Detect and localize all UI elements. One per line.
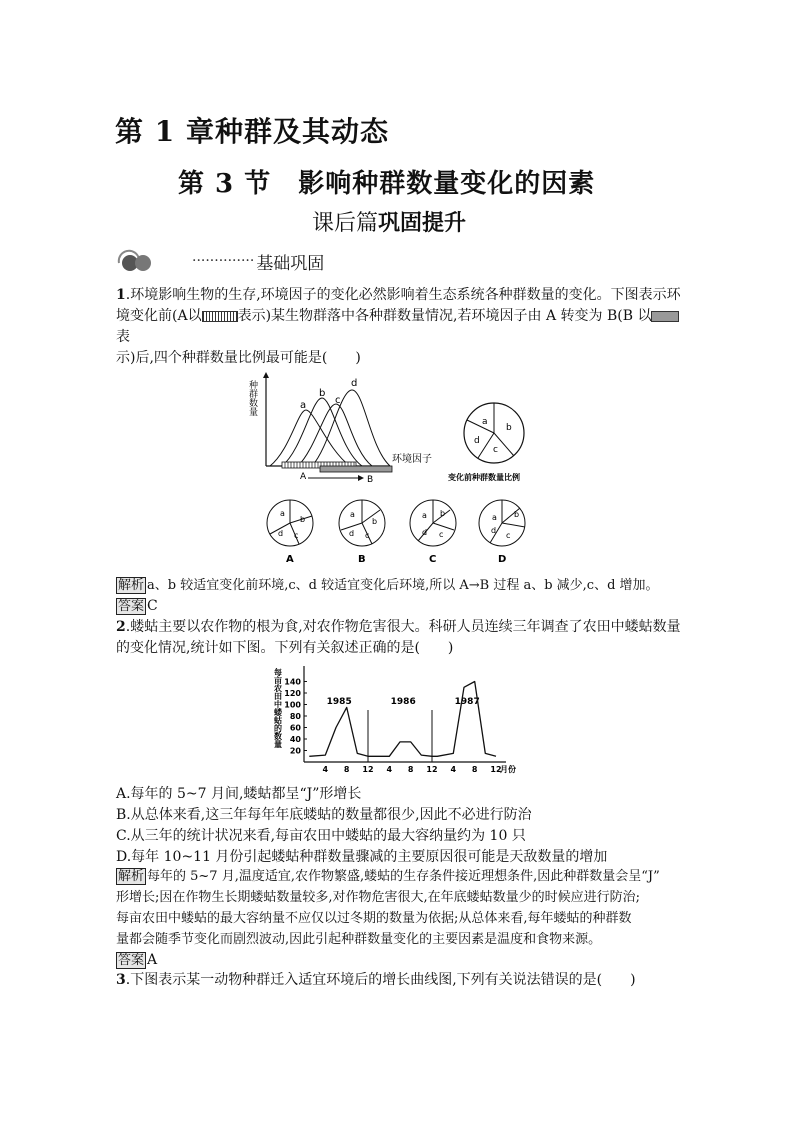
option-label-d: D xyxy=(498,554,507,565)
curve-c xyxy=(298,404,372,466)
q1-jiexi-tag: 解析 xyxy=(118,578,145,593)
chart-ytick-label: 80 xyxy=(289,712,301,721)
arrow-label-a: A xyxy=(300,472,307,482)
chart-ytick-label: 60 xyxy=(289,723,301,733)
svg-text:a: a xyxy=(422,511,427,520)
chart-ytick-label: 140 xyxy=(284,677,301,687)
curve-label-d: d xyxy=(351,378,358,389)
q2-answer-tag: 答案 xyxy=(118,953,145,968)
q2-chart xyxy=(270,662,530,780)
q1-line2c: 表 xyxy=(116,329,130,345)
svg-text:c: c xyxy=(294,531,299,540)
q2-option-a: A.每年的 5~7 月间,蝼蛄都呈“J”形增长 xyxy=(116,786,362,802)
q2-option-c: C.从三年的统计状况来看,每亩农田中蝼蛄的最大容纳量约为 10 只 xyxy=(116,828,526,844)
question-3 xyxy=(116,970,681,991)
svg-text:b: b xyxy=(372,517,378,526)
q2-explanation xyxy=(116,866,686,971)
chart-ytick-label: 100 xyxy=(284,700,301,710)
q1-line3: 示)后,四个种群数量比例最可能是( ) xyxy=(116,350,361,366)
before-pie-c: c xyxy=(493,445,498,455)
svg-text:b: b xyxy=(440,509,446,518)
option-pie-d xyxy=(479,500,525,546)
q2-jiexi-line3: 每亩农田中蝼蛄的最大容纳量不应仅以过冬期的数量为依据;从总体来看,每年蝼蛄的种群数 xyxy=(116,911,632,926)
q3-line1: .下图表示某一动物种群迁入适宜环境后的增长曲线图,下列有关说法错误的是( ) xyxy=(125,972,636,988)
option-pie-a xyxy=(267,500,313,546)
chart-year-label: 1985 xyxy=(326,697,352,707)
subtitle-bold: 巩固提升 xyxy=(378,211,467,236)
chart-ylabel: 每亩农田中蝼蛄的数量 xyxy=(273,668,283,748)
banner-dots: ·············· xyxy=(192,253,255,269)
question-2 xyxy=(116,617,681,659)
q3-number: 3 xyxy=(116,972,126,988)
q1-answer-tag: 答案 xyxy=(118,599,145,614)
q1-line1: .环境影响生物的生存,环境因子的变化必然影响着生态系统各种群数量的变化。下图表示环 xyxy=(125,287,681,303)
question-1 xyxy=(116,285,681,369)
q1-explanation xyxy=(116,575,696,617)
q2-line1: .蝼蛄主要以农作物的根为食,对农作物危害很大。科研人员连续三年调查了农田中蝼蛄数量 xyxy=(125,619,681,635)
q1-answer: C xyxy=(147,598,158,614)
gray-swatch-icon xyxy=(651,311,679,322)
chart-xtick-label: 8 xyxy=(407,765,414,774)
chart-series-line xyxy=(309,682,496,757)
svg-text:c: c xyxy=(506,531,511,540)
svg-text:d: d xyxy=(422,528,428,537)
option-pie-b xyxy=(339,500,385,546)
chart-x-unit: 月份 xyxy=(500,765,516,774)
chart-xtick-label: 12 xyxy=(362,765,374,774)
q2-answer: A xyxy=(147,952,158,968)
curve-label-b: b xyxy=(319,388,326,399)
chart-xtick-label: 12 xyxy=(490,765,502,774)
curve-label-a: a xyxy=(300,400,307,411)
curve-label-c: c xyxy=(335,395,341,406)
q1-figure xyxy=(240,370,560,570)
q2-number: 2 xyxy=(116,619,126,635)
chart-xtick-label: 4 xyxy=(450,765,457,774)
chart-year-label: 1986 xyxy=(390,697,416,707)
svg-text:a: a xyxy=(492,513,497,522)
before-pie-d: d xyxy=(474,436,480,446)
pie-caption: 变化前种群数量比例 xyxy=(448,473,520,482)
chapter-title: 第 1 章种群及其动态 xyxy=(115,115,389,148)
q1-number: 1 xyxy=(116,287,126,303)
chart-year-label: 1987 xyxy=(454,697,480,707)
section-title: 第 3 节 影响种群数量变化的因素 xyxy=(178,169,596,199)
q1-line2b: 表示)某生物群落中各种群数量情况,若环境因子由 A 转变为 B(B 以 xyxy=(237,308,652,324)
arrow-label-b: B xyxy=(367,475,374,485)
gray-bar xyxy=(320,466,392,472)
svg-text:a: a xyxy=(350,510,355,519)
svg-text:d: d xyxy=(278,529,284,538)
hatched-swatch-icon xyxy=(202,311,238,322)
svg-text:d: d xyxy=(491,526,497,535)
q2-jiexi-line4: 量都会随季节变化而剧烈波动,因此引起种群数量变化的主要因素是温度和食物来源。 xyxy=(116,932,602,947)
section-banner xyxy=(116,249,324,273)
option-label-a: A xyxy=(286,554,294,565)
q2-options xyxy=(116,784,681,868)
q2-option-d: D.每年 10~11 月份引起蝼蛄种群数量骤减的主要原因很可能是天敌数量的增加 xyxy=(116,849,608,865)
q2-option-b: B.从总体来看,这三年每年年底蝼蛄的数量都很少,因此不必进行防治 xyxy=(116,807,532,823)
q2-line2: 的变化情况,统计如下图。下列有关叙述正确的是( ) xyxy=(116,640,454,656)
svg-text:d: d xyxy=(349,529,355,538)
subtitle-prefix: 课后篇 xyxy=(312,211,379,236)
chart-xtick-label: 12 xyxy=(426,765,438,774)
option-label-c: C xyxy=(429,554,437,565)
curve-xlabel: 环境因子 xyxy=(392,454,432,465)
option-label-b: B xyxy=(358,554,366,565)
chart-xtick-label: 8 xyxy=(343,765,350,774)
subtitle xyxy=(312,206,466,237)
curve-ylabel: 种群数量 xyxy=(247,380,257,416)
q2-jiexi-line1: 每年的 5~7 月,温度适宜,农作物繁盛,蝼蛄的生存条件接近理想条件,因此种群数量会呈“J” xyxy=(147,869,660,884)
option-pie-c xyxy=(410,500,456,546)
banner-circles-icon xyxy=(116,249,156,273)
svg-text:a: a xyxy=(280,509,285,518)
chart-ytick-label: 120 xyxy=(284,689,301,698)
q1-line2a: 境变化前(A以 xyxy=(116,308,202,324)
chart-ytick-label: 40 xyxy=(289,735,301,744)
svg-text:b: b xyxy=(300,515,306,524)
curve-b xyxy=(282,398,362,466)
svg-text:c: c xyxy=(439,530,444,539)
chart-xtick-label: 8 xyxy=(471,765,478,774)
before-pie-a: a xyxy=(482,417,488,427)
svg-text:b: b xyxy=(514,510,520,519)
chart-xtick-label: 4 xyxy=(322,765,329,774)
banner-title: 基础巩固 xyxy=(256,253,325,274)
chart-xtick-label: 4 xyxy=(386,765,393,774)
q1-jiexi-text: a、b 较适宜变化前环境,c、d 较适宜变化后环境,所以 A→B 过程 a、b 减少,c、d 增加。 xyxy=(147,578,659,593)
curve-a xyxy=(270,410,350,466)
before-pie-b: b xyxy=(506,423,512,433)
q2-jiexi-line2: 形增长;因在作物生长期蝼蛄数量较多,对作物危害很大,在年底蝼蛄数量少的时候应进行防治; xyxy=(116,890,641,905)
q2-jiexi-tag: 解析 xyxy=(118,869,145,884)
chart-ytick-label: 20 xyxy=(289,746,301,756)
svg-text:c: c xyxy=(365,531,370,540)
